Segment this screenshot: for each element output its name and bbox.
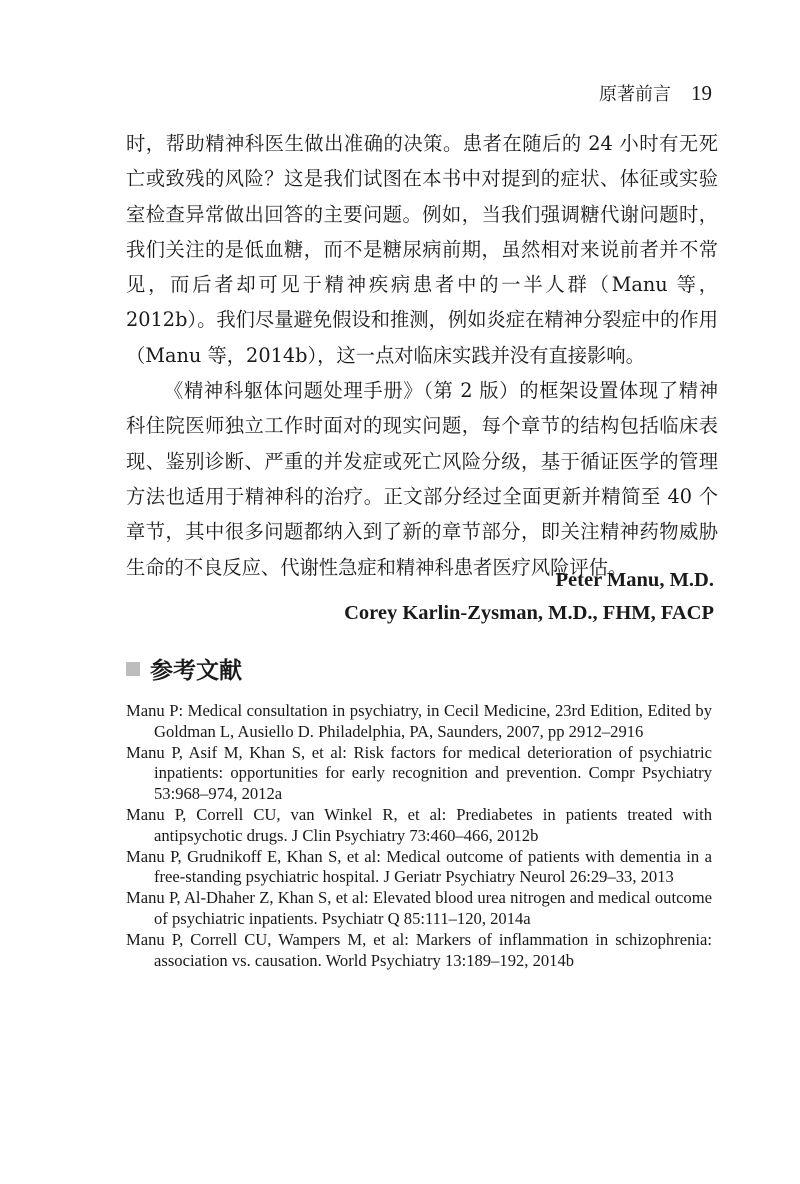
running-head xyxy=(599,80,712,106)
references-heading-label: 参考文献 xyxy=(150,658,242,684)
reference-item: Manu P, Asif M, Khan S, et al: Risk factors for medical deterioration of psychiatric inpatients: opportunities for early recognition and prevention. Compr Psychiatry 53:968–974, 2012a xyxy=(126,742,712,804)
paragraph-2: 《精神科躯体问题处理手册》（第 2 版）的框架设置体现了精神科住院医师独立工作时面对的现实问题，每个章节的结构包括临床表现、鉴别诊断、严重的并发症或死亡风险分级，基于循证医学的管理方法也适用于精神科的治疗。正文部分经过全面更新并精简至 40 个章节，其中很多问题都纳入到了新的章节部分，即关注精神药物威胁生命的不良反应、代谢性急症和精神科患者医疗风险评估。 xyxy=(126,379,718,579)
reference-item: Manu P: Medical consultation in psychiatry, in Cecil Medicine, 23rd Edition, Edited by Goldman L, Ausiello D. Philadelphia, PA, Saunders, 2007, pp 2912–2916 xyxy=(126,701,712,741)
author-signature-1: Peter Manu, M.D. xyxy=(555,569,714,591)
reference-item: Manu P, Correll CU, Wampers M, et al: Markers of inflammation in schizophrenia: association vs. causation. World Psychiatry 13:189–192, 2014b xyxy=(126,929,712,970)
reference-item: Manu P, Grudnikoff E, Khan S, et al: Medical outcome of patients with dementia in a free-standing psychiatric hospital. J Geriatr Psychiatry Neurol 26:29–33, 2013 xyxy=(126,846,712,887)
reference-item: Manu P, Al-Dhaher Z, Khan S, et al: Elevated blood urea nitrogen and medical outcome of psychiatric inpatients. Psychiatr Q 85:111–120, 2014a xyxy=(126,888,712,928)
page-number: 19 xyxy=(691,81,712,105)
references-heading xyxy=(126,652,242,685)
running-head-title: 原著前言 xyxy=(599,84,671,105)
reference-list xyxy=(126,701,712,971)
reference-item: Manu P, Correll CU, van Winkel R, et al: Prediabetes in patients treated with antipsychotic drugs. J Clin Psychiatry 73:460–466, 2012b xyxy=(126,804,712,845)
square-bullet-icon xyxy=(126,662,140,676)
author-signature-2: Corey Karlin-Zysman, M.D., FHM, FACP xyxy=(344,602,714,624)
paragraph-1: 时，帮助精神科医生做出准确的决策。患者在随后的 24 小时有无死亡或致残的风险？这是我们试图在本书中对提到的症状、体征或实验室检查异常做出回答的主要问题。例如，当我们强调糖代谢问题时，我们关注的是低血糖，而不是糖尿病前期，虽然相对来说前者并不常见，而后者却可见于精神疾病患者中的一半人群（Manu 等，2012b）。我们尽量避免假设和推测，例如炎症在精神分裂症中的作用（Manu 等，2014b），这一点对临床实践并没有直接影响。 xyxy=(126,132,718,367)
preface-body xyxy=(126,126,718,585)
